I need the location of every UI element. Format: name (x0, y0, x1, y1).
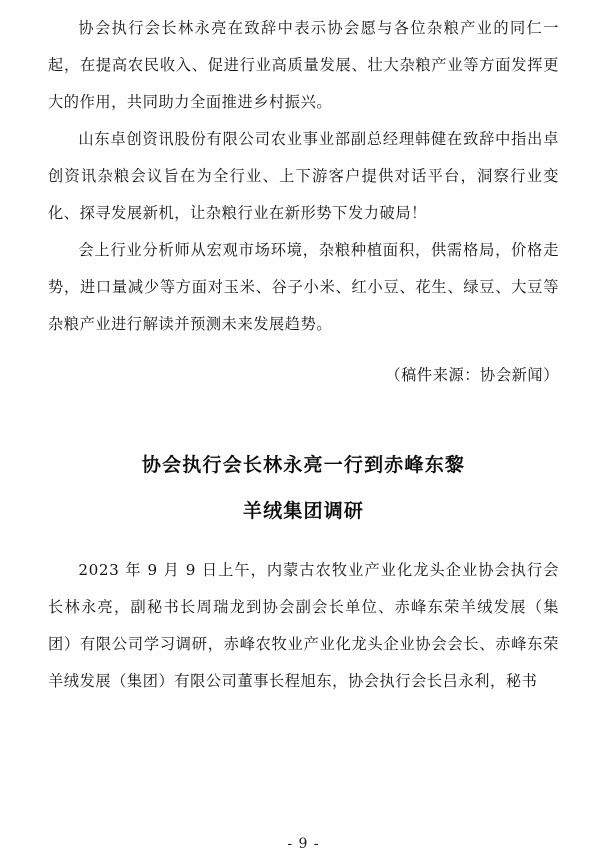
paragraph: 协会执行会长林永亮在致辞中表示协会愿与各位杂粮产业的同仁一起，在提高农民收入、促进行业高质量发展、壮大杂粮产业等方面发挥更大的作用，共同助力全面推进乡村振兴。 (48, 19, 559, 111)
article-two-title (48, 394, 559, 552)
article-one-body (48, 10, 559, 394)
source-note: （稿件来源：协会新闻） (385, 366, 559, 384)
paragraph: 会上行业分析师从宏观市场环境，杂粮种植面积，供需格局，价格走势，进口量减少等方面对玉米、谷子小米、红小豆、花生、绿豆、大豆等杂粮产业进行解读并预测未来发展趋势。 (48, 241, 559, 333)
title-line: 协会执行会长林永亮一行到赤峰东黎 (141, 454, 466, 476)
paragraph: 山东卓创资讯股份有限公司农业事业部副总经理韩健在致辞中指出卓创资讯杂粮会议旨在为全行业、上下游客户提供对话平台，洞察行业变化、探寻发展新机，让杂粮行业在新形势下发力破局！ (48, 130, 559, 222)
paragraph: 2023 年 9 月 9 日上午，内蒙古农牧业产业化龙头企业协会执行会长林永亮，副秘书长周瑞龙到协会副会长单位、赤峰东荣羊绒发展（集团）有限公司学习调研，赤峰农牧业产业化龙头企业协会会长、赤峰东荣羊绒发展（集团）有限公司董事长程旭东，协会执行会长吕永利，秘书 (48, 561, 559, 690)
title-line: 羊绒集团调研 (242, 500, 365, 522)
page-number: - 9 - (287, 836, 320, 852)
article-two-body (48, 552, 559, 700)
